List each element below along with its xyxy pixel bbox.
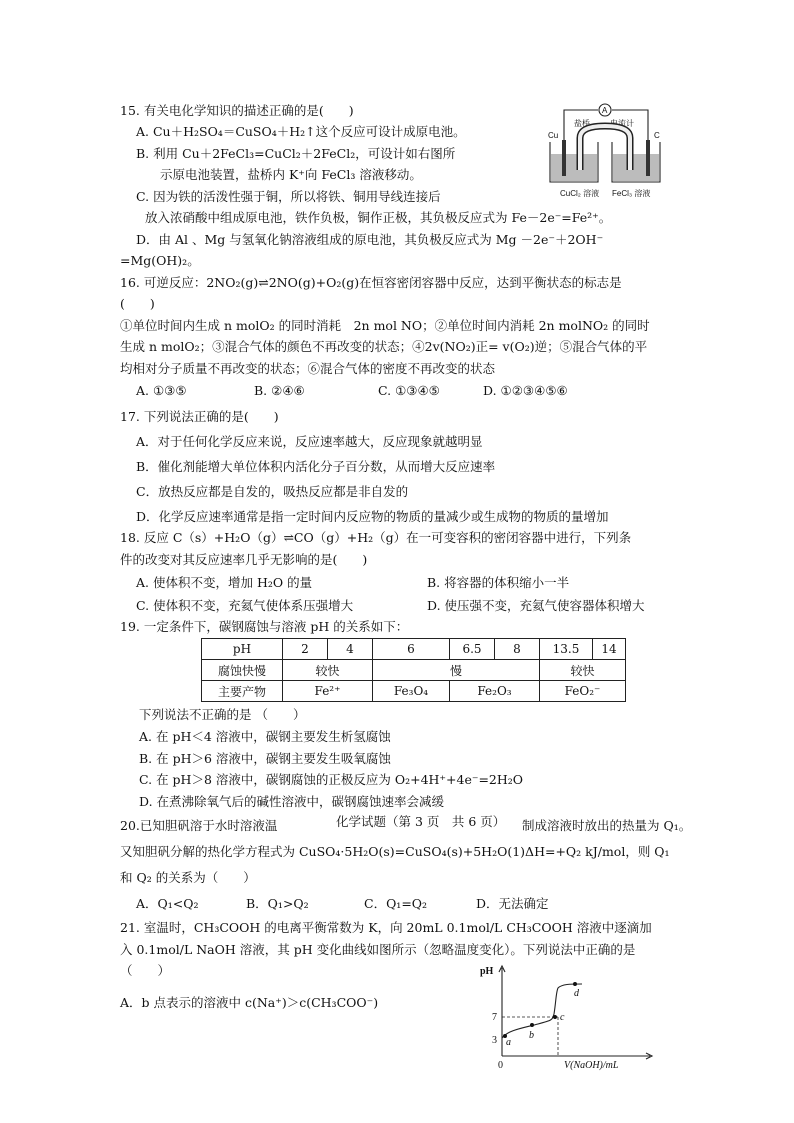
q17-option-a: A．对于任何化学反应来说，反应速率越大，反应现象就越明显 (136, 434, 483, 449)
table-cell: 较快 (283, 660, 373, 681)
q19-stem: 19. 一定条件下，碳钢腐蚀与溶液 pH 的关系如下： (120, 619, 409, 634)
q19-option-a: A. 在 pH＜4 溶液中，碳钢主要发生析氢腐蚀 (139, 729, 391, 744)
table-row (202, 639, 626, 660)
table-cell: 慢 (373, 660, 540, 681)
left-solution-label: CuCl₂ 溶液 (560, 189, 600, 198)
q20-stem-3: 和 Q₂ 的关系为（ ） (120, 870, 256, 885)
q16-option-c: C. ①③④⑤ (378, 383, 440, 398)
titration-curve (502, 984, 582, 1038)
tick-7-label: 7 (492, 1012, 497, 1023)
point-c-label: c (560, 1012, 565, 1023)
titration-curve-graph (478, 962, 668, 1072)
point-c-dot (553, 1015, 557, 1019)
q21-stem-2: 入 0.1mol/L NaOH 溶液，其 pH 变化曲线如图所示（忽略温度变化）。下列说法中正确的是 (120, 942, 636, 957)
q19-table (201, 638, 626, 702)
q15-option-c-cont: 放入浓硝酸中组成原电池，铁作负极，铜作正极，其负极反应式为 Fe－2e⁻=Fe²⁺。 (145, 210, 612, 225)
q19-option-b: B. 在 pH＞6 溶液中，碳钢主要发生吸氧腐蚀 (139, 751, 391, 766)
q21-stem-1: 21. 室温时，CH₃COOH 的电离平衡常数为 K，向 20mL 0.1mol/L CH₃COOH 溶液中逐滴加 (120, 920, 652, 935)
table-cell: FeO₂⁻ (540, 681, 626, 702)
q15-option-b: B. 利用 Cu＋2FeCl₃=CuCl₂＋2FeCl₂，可设计如右图所 (136, 146, 456, 161)
q16-option-d: D. ①②③④⑤⑥ (483, 383, 568, 398)
q19-option-c: C. 在 pH＞8 溶液中，碳钢腐蚀的正极反应为 O₂+4H⁺+4e⁻=2H₂O (139, 772, 524, 787)
ammeter-label: A (602, 106, 608, 115)
q17-stem: 17. 下列说法正确的是( ) (120, 409, 279, 424)
point-b-label: b (529, 1030, 534, 1041)
origin-label: 0 (498, 1060, 503, 1071)
table-cell: Fe²⁺ (283, 681, 373, 702)
cu-electrode (562, 140, 566, 176)
right-solution-fill (613, 154, 659, 181)
table-cell: 8 (495, 639, 540, 660)
left-solution-fill (551, 154, 597, 181)
q16-conditions-1: ①单位时间内生成 n molO₂ 的同时消耗 2n mol NO；②单位时间内消耗 2n molNO₂ 的同时 (120, 318, 650, 333)
q15-option-b-cont: 示原电池装置，盐桥内 K⁺向 FeCl₃ 溶液移动。 (160, 167, 422, 182)
q18-stem-cont: 件的改变对其反应速率几乎无影响的是( ) (120, 552, 368, 567)
q18-option-c: C. 使体积不变，充氦气使体系压强增大 (136, 598, 354, 613)
q20-option-d: D．无法确定 (476, 896, 549, 911)
table-cell: 14 (593, 639, 626, 660)
table-row (202, 660, 626, 681)
x-axis-label: V(NaOH)/mL (564, 1060, 619, 1071)
table-cell: 主要产物 (202, 681, 283, 702)
q18-option-b: B. 将容器的体积缩小一半 (427, 575, 570, 590)
table-cell: Fe₂O₃ (450, 681, 540, 702)
y-axis-label: pH (480, 966, 494, 977)
q15-option-a: A. Cu＋H₂SO₄＝CuSO₄＋H₂↑这个反应可设计成原电池。 (136, 124, 466, 139)
q17-option-d: D．化学反应速率通常是指一定时间内反应物的物质的量减少或生成物的物质的量增加 (136, 509, 609, 524)
q20-option-c: C．Q₁=Q₂ (364, 896, 428, 911)
salt-bridge-label: 盐桥 (574, 119, 590, 128)
table-cell: 13.5 (540, 639, 593, 660)
q20-stem-2: 又知胆矾分解的热化学方程式为 CuSO₄·5H₂O(s)=CuSO₄(s)+5H₂O(1)ΔH=+Q₂ kJ/mol，则 Q₁ (120, 844, 670, 859)
table-row (202, 681, 626, 702)
point-d-label: d (574, 988, 579, 999)
table-cell: 6.5 (450, 639, 495, 660)
q15-option-d: D．由 Al 、Mg 与氢氧化钠溶液组成的原电池，其负极反应式为 Mg －2e⁻＋2OH⁻ (136, 232, 604, 247)
q20-option-a: A．Q₁<Q₂ (136, 896, 199, 911)
q18-stem: 18. 反应 C（s）+H₂O（g）⇌CO（g）+H₂（g）在一可变容积的密闭容器中进行，下列条 (120, 530, 632, 545)
left-electrode-label: Cu (548, 131, 559, 140)
table-cell: 4 (328, 639, 373, 660)
q19-option-d: D. 在煮沸除氧气后的碱性溶液中，碳钢腐蚀速率会减缓 (139, 794, 445, 809)
q16-conditions-3: 均相对分子质量不再改变的状态；⑥混合气体的密度不再改变的状态 (120, 361, 496, 376)
q16-paren: ( ) (120, 296, 155, 311)
q17-option-b: B．催化剂能增大单位体积内活化分子百分数，从而增大反应速率 (136, 459, 496, 474)
galvanometer-label: 电流计 (610, 119, 634, 128)
q18-option-a: A. 使体积不变，增加 H₂O 的量 (136, 575, 313, 590)
q18-option-d: D. 使压强不变，充氦气使容器体积增大 (427, 598, 645, 613)
q16-option-a: A. ①③⑤ (136, 383, 187, 398)
point-d-dot (573, 982, 577, 986)
q19-sub-stem: 下列说法不正确的是 （ ） (139, 707, 306, 722)
q15-stem: 15. 有关电化学知识的描述正确的是( ) (120, 103, 354, 118)
galvanic-cell-diagram (546, 98, 666, 202)
right-solution-label: FeCl₃ 溶液 (612, 189, 651, 198)
q20-stem-left: 20.已知胆矾溶于水时溶液温 (120, 818, 278, 833)
q16-stem: 16. 可逆反应：2NO₂(g)⇌2NO(g)+O₂(g)在恒容密闭容器中反应，达到平衡状态的标志是 (120, 275, 622, 290)
q20-option-b: B．Q₁>Q₂ (246, 896, 309, 911)
q20-stem-right: 制成溶液时放出的热量为 Q₁。 (522, 818, 692, 833)
q16-conditions-2: 生成 n molO₂；③混合气体的颜色不再改变的状态；④2v(NO₂)正= v(O₂)逆；⑤混合气体的平 (120, 339, 648, 354)
tick-3-label: 3 (492, 1035, 497, 1046)
table-cell: 2 (283, 639, 328, 660)
q17-option-c: C．放热反应都是自发的，吸热反应都是非自发的 (136, 484, 409, 499)
page-footer: 化学试题（第 3 页 共 6 页） (336, 814, 506, 829)
q21-option-a: A．b 点表示的溶液中 c(Na⁺)＞c(CH₃COO⁻) (120, 995, 379, 1010)
q15-option-d-cont: =Mg(OH)₂。 (120, 253, 200, 268)
q16-option-b: B. ②④⑥ (254, 383, 305, 398)
table-cell: Fe₃O₄ (373, 681, 450, 702)
q15-option-c: C. 因为铁的活泼性强于铜，所以将铁、铜用导线连接后 (136, 189, 441, 204)
table-cell: 较快 (540, 660, 626, 681)
right-electrode-label: C (654, 131, 660, 140)
table-cell: 6 (373, 639, 450, 660)
c-electrode (646, 140, 650, 176)
point-b-dot (530, 1023, 534, 1027)
point-a-label: a (506, 1037, 511, 1048)
table-cell: 腐蚀快慢 (202, 660, 283, 681)
q21-stem-3: （ ） (120, 963, 171, 978)
table-cell: pH (202, 639, 283, 660)
